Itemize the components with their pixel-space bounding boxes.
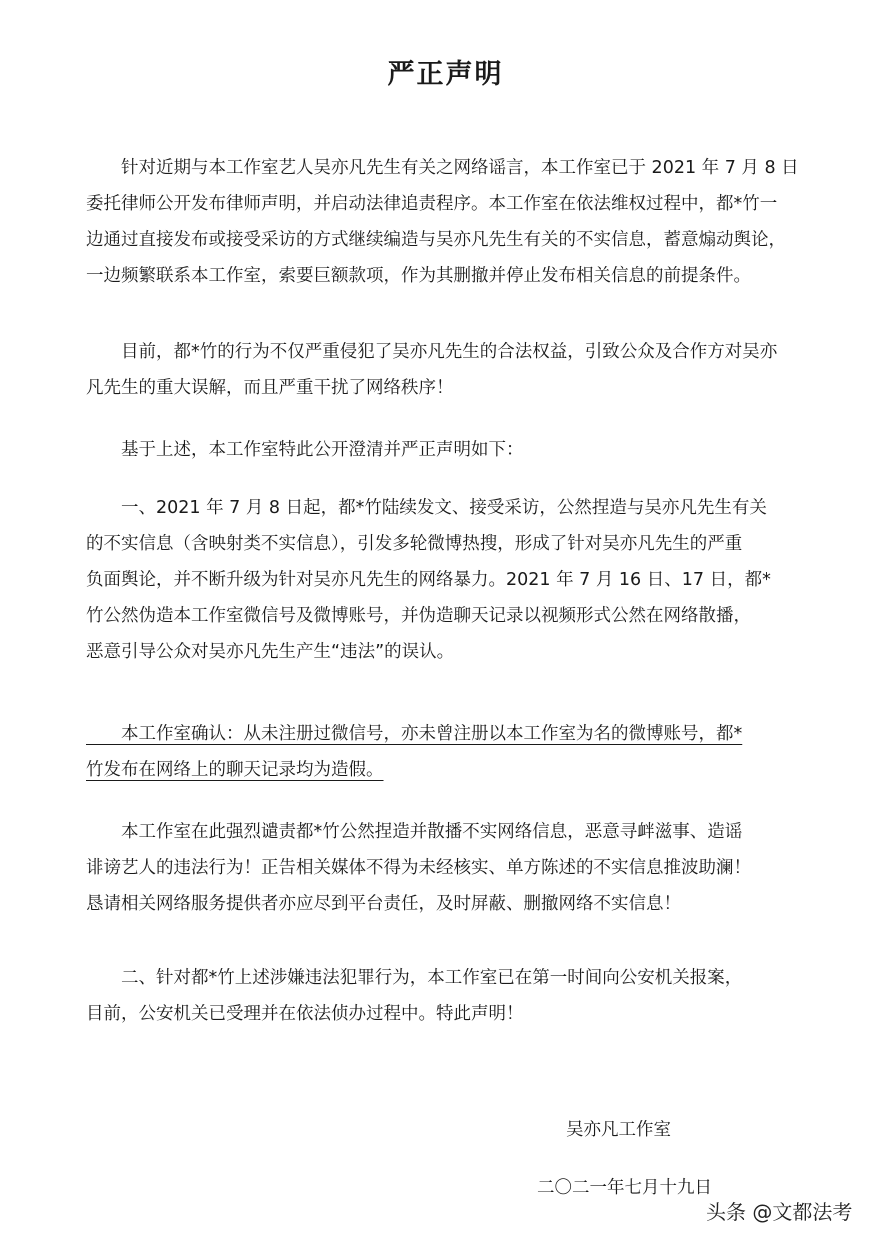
- text-line: 目前，都*竹的行为不仅严重侵犯了吴亦凡先生的合法权益，引致公众及合作方对吴亦: [86, 342, 778, 362]
- text-line: 二、针对都*竹上述涉嫌违法犯罪行为，本工作室已在第一时间向公安机关报案，: [86, 968, 743, 988]
- text-line: 一边频繁联系本工作室，索要巨额款项，作为其删撤并停止发布相关信息的前提条件。: [86, 266, 751, 286]
- text-line: 针对近期与本工作室艺人吴亦凡先生有关之网络谣言，本工作室已于 2021 年 7 月 8 日: [86, 158, 799, 178]
- page-title: 严正声明: [387, 59, 504, 90]
- text-line: 竹公然伪造本工作室微信号及微博账号，并伪造聊天记录以视频形式公然在网络散播，: [86, 606, 751, 626]
- text-line: 的不实信息（含映射类不实信息），引发多轮微博热搜，形成了针对吴亦凡先生的严重: [86, 534, 743, 554]
- text-line: 负面舆论，并不断升级为针对吴亦凡先生的网络暴力。2021 年 7 月 16 日、17 日，都*: [86, 570, 771, 590]
- paragraph-3: [86, 432, 826, 468]
- text-line: 目前，公安机关已受理并在依法侦办过程中。特此声明！: [86, 1004, 524, 1024]
- signature-date: 二〇二一年七月十九日: [537, 1178, 712, 1198]
- paragraph-6: [86, 814, 826, 922]
- text-line: 一、2021 年 7 月 8 日起，都*竹陆续发文、接受采访，公然捏造与吴亦凡先生有关: [86, 498, 767, 518]
- paragraph-4: [86, 490, 826, 670]
- text-line: 基于上述，本工作室特此公开澄清并严正声明如下：: [86, 440, 524, 460]
- text-line: 凡先生的重大误解，而且严重干扰了网络秩序！: [86, 378, 454, 398]
- paragraph-1: [86, 150, 826, 294]
- paragraph-2: [86, 334, 826, 406]
- signature-studio: 吴亦凡工作室: [566, 1120, 671, 1140]
- text-line: 委托律师公开发布律师声明，并启动法律追责程序。本工作室在依法维权过程中，都*竹一: [86, 194, 778, 214]
- text-line: 恳请相关网络服务提供者亦应尽到平台责任，及时屏蔽、删撤网络不实信息！: [86, 894, 681, 914]
- text-line: 边通过直接发布或接受采访的方式继续编造与吴亦凡先生有关的不实信息，蓄意煽动舆论，: [86, 230, 786, 250]
- underlined-text-line: 本工作室确认：从未注册过微信号，亦未曾注册以本工作室为名的微博账号，都*: [86, 724, 743, 744]
- text-line: 本工作室在此强烈谴责都*竹公然捏造并散播不实网络信息，恶意寻衅滋事、造谣: [86, 822, 743, 842]
- paragraph-5-underlined: [86, 716, 826, 801]
- text-line: 诽谤艺人的违法行为！正告相关媒体不得为未经核实、单方陈述的不实信息推波助澜！: [86, 858, 751, 878]
- source-watermark: 头条 @文都法考: [706, 1200, 853, 1224]
- underlined-text-line: 竹发布在网络上的聊天记录均为造假。: [86, 760, 384, 780]
- paragraph-7: [86, 960, 826, 1032]
- text-line: 恶意引导公众对吴亦凡先生产生“违法”的误认。: [86, 642, 455, 662]
